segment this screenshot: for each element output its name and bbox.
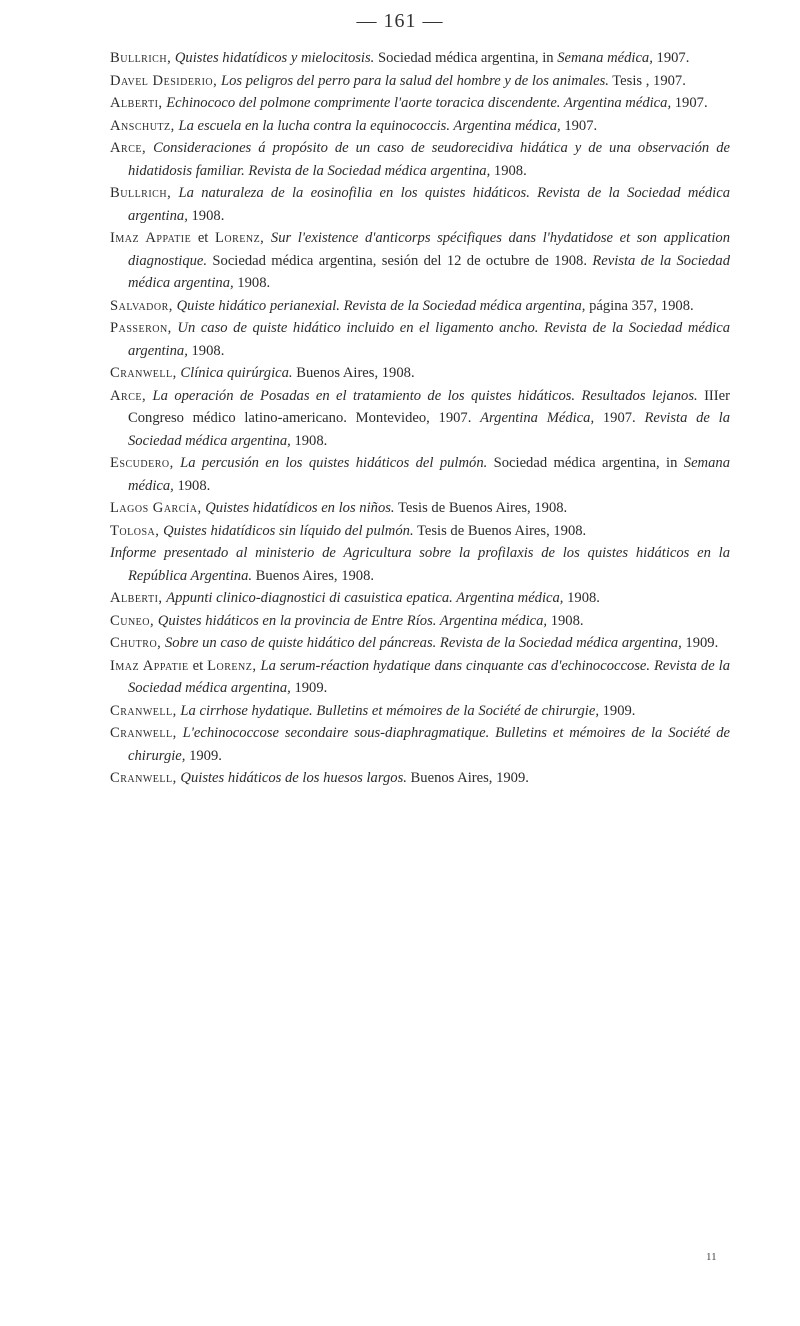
reference-author: Alberti, <box>110 590 163 606</box>
reference-details: 1909. <box>290 680 328 696</box>
reference-entry <box>110 227 730 295</box>
reference-details: Buenos Aires, 1909. <box>406 770 529 786</box>
reference-details: 1909. <box>681 635 719 651</box>
reference-title: La percusión en los quistes hidáticos del pulmón. <box>180 455 488 471</box>
reference-entry <box>110 497 730 520</box>
reference-details: Sociedad médica argentina, in <box>487 455 684 471</box>
reference-details: 1908. <box>290 432 328 449</box>
reference-journal: Semana médica, <box>128 455 730 494</box>
reference-details: 1907. <box>560 117 598 134</box>
reference-author: Cuneo, <box>110 612 155 629</box>
reference-details: Buenos Aires, 1908. <box>252 567 375 584</box>
reference-title: Quistes hidatídicos y mielocitosis. <box>174 50 375 66</box>
reference-author: Lorenz, <box>207 657 257 674</box>
reference-entry <box>110 452 730 497</box>
reference-author: Cranwell, <box>110 725 177 741</box>
reference-title: Quiste hidático perianexial. Revista de la Sociedad médica argentina, <box>176 297 586 314</box>
reference-entry <box>110 655 730 700</box>
reference-author: Lorenz, <box>214 230 265 246</box>
reference-title: L'echinococcose secondaire sous-diaphragmatique. Bulletins et mémoires de la Société de chirurgie, <box>128 725 731 764</box>
reference-details: 1908. <box>233 275 271 291</box>
reference-author: Arce, <box>110 140 147 156</box>
reference-author: Escudero, <box>110 455 174 471</box>
signature-mark: 11 <box>706 1251 717 1263</box>
reference-author: Davel Desiderio, <box>110 72 218 89</box>
reference-details: Sociedad médica argentina, sesión del 12 de octubre de 1908. <box>207 252 593 269</box>
reference-author: Tolosa, <box>110 522 160 539</box>
reference-author: Lagos García, <box>110 500 202 516</box>
reference-entry <box>110 92 730 115</box>
reference-details: 1908. <box>490 162 527 179</box>
reference-title: La serum-réaction hydatique dans cinquante cas d'echinococcose. Revista de la Sociedad médica argentina, <box>128 657 731 696</box>
reference-details: et <box>192 657 208 674</box>
reference-journal: Revista de la Sociedad médica argentina, <box>128 252 730 291</box>
reference-entry <box>110 317 730 362</box>
reference-details: Tesis de Buenos Aires, 1908. <box>394 500 568 516</box>
reference-details: 1908. <box>173 477 211 494</box>
reference-details: IIIer Congreso médico latino-americano. Montevideo, 1907. <box>128 387 730 426</box>
reference-details: 1908. <box>563 590 600 606</box>
reference-details: 1908. <box>547 612 584 629</box>
reference-author: Bullrich, <box>110 185 172 201</box>
reference-author: Cranwell, <box>110 702 177 719</box>
reference-list <box>110 47 730 790</box>
reference-entry <box>110 722 730 767</box>
reference-details: 1908. <box>187 207 225 224</box>
reference-details: et <box>197 230 215 246</box>
reference-author: Cranwell, <box>110 770 177 786</box>
reference-details: página 357, 1908. <box>585 297 694 314</box>
reference-entry <box>110 70 730 93</box>
reference-details: 1907. <box>594 410 645 426</box>
reference-title: La escuela en la lucha contra la equinococcis. Argentina médica, <box>178 117 561 134</box>
reference-author: Anschutz, <box>110 117 175 134</box>
reference-title: Echinococo del polmone comprimente l'aorte toracica discendente. Argentina médica, <box>166 95 672 111</box>
reference-title: Quistes hidatídicos sin líquido del pulmón. <box>163 522 414 539</box>
page-number: — 161 — <box>356 10 444 32</box>
reference-journal: Argentina Médica, <box>480 410 595 426</box>
reference-author: Imaz Appatie <box>110 230 192 246</box>
reference-entry <box>110 767 730 790</box>
reference-title: La operación de Posadas en el tratamiento de los quistes hidáticos. Resultados lejanos. <box>152 387 698 404</box>
reference-title: Los peligros del perro para la salud del hombre y de los animales. <box>220 72 609 89</box>
reference-title: Sobre un caso de quiste hidático del páncreas. Revista de la Sociedad médica argentina, <box>164 635 682 651</box>
reference-details: 1908. <box>187 342 225 359</box>
reference-journal: Revista de la Sociedad médica argentina, <box>128 410 730 449</box>
reference-details: Sociedad médica argentina, in <box>374 50 558 66</box>
reference-entry <box>110 295 730 318</box>
reference-entry <box>110 385 730 453</box>
reference-author: Bullrich, <box>110 50 172 66</box>
reference-details: Tesis , 1907. <box>608 72 686 89</box>
reference-entry <box>110 182 730 227</box>
reference-entry <box>110 632 730 655</box>
reference-author: Chutro, <box>110 635 162 651</box>
reference-details: 1909. <box>598 702 636 719</box>
reference-author: Arce, <box>110 387 147 404</box>
reference-title: Quistes hidáticos de los huesos largos. <box>180 770 407 786</box>
reference-title: La cirrhose hydatique. Bulletins et mémoires de la Société de chirurgie, <box>180 702 599 719</box>
reference-details: 1909. <box>185 747 222 764</box>
reference-title: Quistes hidatídicos en los niños. <box>205 500 395 516</box>
reference-title: Appunti clinico-diagnostici di casuistica epatica. Argentina médica, <box>166 590 564 606</box>
reference-author: Alberti, <box>110 95 163 111</box>
reference-author: Cranwell, <box>110 365 177 381</box>
reference-author: Salvador, <box>110 297 173 314</box>
reference-author: Imaz Appatie <box>110 657 189 674</box>
reference-entry <box>110 610 730 633</box>
reference-details: 1907. <box>671 95 708 111</box>
reference-details: Tesis de Buenos Aires, 1908. <box>413 522 587 539</box>
reference-title: Informe presentado al ministerio de Agricultura sobre la profilaxis de los quistes hidáticos en la República Argentina. <box>110 545 730 584</box>
reference-details: 1907. <box>652 50 690 66</box>
reference-entry <box>110 362 730 385</box>
reference-entry <box>110 137 730 182</box>
reference-title: Consideraciones á propósito de un caso de seudorecidiva hidática y de una observación de hidatidosis familiar. Revista de la Sociedad médica argentina, <box>128 140 730 179</box>
reference-title: La naturaleza de la eosinofilia en los quistes hidáticos. Revista de la Sociedad médica argentina, <box>128 185 731 224</box>
reference-title: Sur l'existence d'anticorps spécifiques dans l'hydatidose et son application diagnostique. <box>128 230 731 269</box>
reference-title: Un caso de quiste hidático incluido en el ligamento ancho. Revista de la Sociedad médica argentina, <box>128 320 730 359</box>
reference-title: Clínica quirúrgica. <box>180 365 293 381</box>
reference-journal: Semana médica, <box>557 50 653 66</box>
reference-author: Passeron, <box>110 320 172 336</box>
reference-entry <box>110 587 730 610</box>
reference-entry <box>110 542 730 587</box>
reference-details: Buenos Aires, 1908. <box>292 365 415 381</box>
reference-entry <box>110 47 730 70</box>
reference-title: Quistes hidáticos en la provincia de Entre Ríos. Argentina médica, <box>157 612 548 629</box>
reference-entry <box>110 115 730 138</box>
reference-entry <box>110 700 730 723</box>
reference-entry <box>110 520 730 543</box>
